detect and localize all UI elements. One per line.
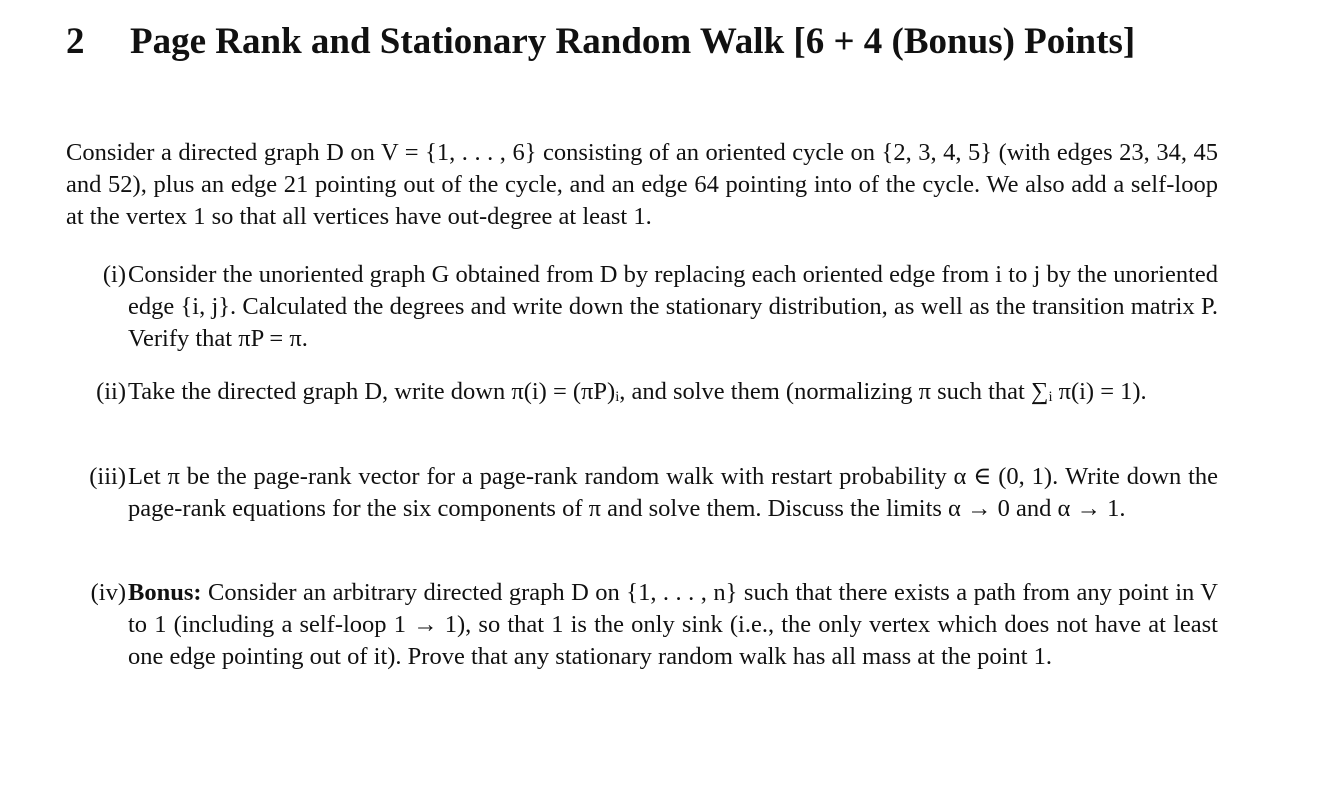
item-text: Consider an arbitrary directed graph D on {1, . . . , n} such that there exists a path from any point in V to 1 (including a self-loop 1 → 1), so that 1 is the only sink (i.e., the only vertex which does not have at least one edge pointing out of it). Prove that any stationary random walk has all mass at the point 1.	[128, 579, 1218, 670]
section-number: 2	[66, 21, 85, 62]
item-label: (i)	[102, 261, 126, 288]
item-label: (iv)	[90, 579, 126, 606]
item-text: Consider the unoriented graph G obtained from D by replacing each oriented edge from i to j by the unoriented edge {i, j}. Calculated the degrees and write down the stationary distribution, as well as the transition matrix P. Verify that πP = π.	[128, 261, 1218, 352]
item-label: (iii)	[89, 463, 126, 490]
section-title: Page Rank and Stationary Random Walk [6 + 4 (Bonus) Points]	[130, 21, 1136, 62]
item-text: Let π be the page-rank vector for a page-rank random walk with restart probability α ∈ (0, 1). Write down the page-rank equations for the six components of π and solve them. Discuss the limits α → 0 and α → 1.	[128, 463, 1218, 522]
bonus-label: Bonus:	[128, 579, 202, 606]
intro-paragraph: Consider a directed graph D on V = {1, . . . , 6} consisting of an oriented cycle on {2, 3, 4, 5} (with edges 23, 34, 45 and 52), plus an edge 21 pointing out of the cycle, and an edge 64 pointing into of the cycle. We also add a self-loop at the vertex 1 so that all vertices have out-degree at least 1.	[66, 139, 1218, 230]
item-body	[128, 577, 1218, 673]
item-text: Take the directed graph D, write down π(i) = (πP)ᵢ, and solve them (normalizing π such that ∑ᵢ π(i) = 1).	[128, 378, 1147, 405]
item-label: (ii)	[96, 378, 126, 405]
